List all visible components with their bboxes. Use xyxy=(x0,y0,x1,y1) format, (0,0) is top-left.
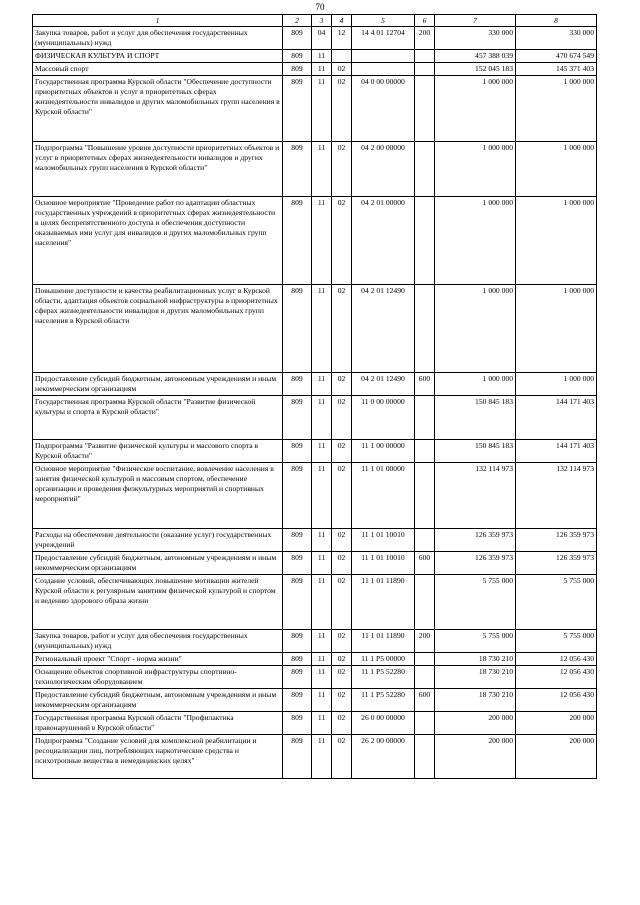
row-name: Основное мероприятие "Проведение работ по адаптации областных государственных учреждений в приоритетных сферах жизнедеятельности в целях беспрепятственного доступа и обеспечения доступности оказываемых ими услуг для инвалидов и других маломобильных групп населения" xyxy=(33,197,283,285)
amount-year-2: 5 755 000 xyxy=(516,575,597,630)
expense-type-code: 600 xyxy=(415,689,435,712)
expense-type-code xyxy=(415,735,435,779)
expense-type-code xyxy=(415,285,435,373)
table-row xyxy=(33,63,597,76)
amount-year-1: 1 000 000 xyxy=(435,197,516,285)
table-row xyxy=(33,653,597,666)
subsection-code xyxy=(332,50,352,63)
grbs-code: 809 xyxy=(283,27,312,50)
target-article-code: 04 2 01 00000 xyxy=(352,197,415,285)
expense-type-code xyxy=(415,197,435,285)
table-row xyxy=(33,396,597,440)
amount-year-1: 126 359 973 xyxy=(435,552,516,575)
amount-year-1: 18 730 210 xyxy=(435,689,516,712)
expense-type-code: 200 xyxy=(415,27,435,50)
amount-year-2: 12 056 430 xyxy=(516,666,597,689)
grbs-code: 809 xyxy=(283,735,312,779)
target-article-code: 04 2 00 00000 xyxy=(352,142,415,197)
target-article-code: 04 0 00 00000 xyxy=(352,76,415,142)
row-name: Предоставление субсидий бюджетным, автономным учреждениям и иным некоммерческим организациям xyxy=(33,689,283,712)
expense-type-code xyxy=(415,575,435,630)
amount-year-2: 470 674 549 xyxy=(516,50,597,63)
grbs-code: 809 xyxy=(283,529,312,552)
table-row xyxy=(33,630,597,653)
subsection-code: 12 xyxy=(332,27,352,50)
amount-year-1: 1 000 000 xyxy=(435,142,516,197)
expense-type-code xyxy=(415,76,435,142)
amount-year-1: 1 000 000 xyxy=(435,373,516,396)
expense-type-code xyxy=(415,63,435,76)
row-name: Расходы на обеспечение деятельности (оказание услуг) государственных учреждений xyxy=(33,529,283,552)
section-code: 11 xyxy=(312,76,332,142)
target-article-code: 11 1 01 00000 xyxy=(352,463,415,529)
amount-year-2: 132 114 973 xyxy=(516,463,597,529)
expense-type-code xyxy=(415,653,435,666)
expense-type-code xyxy=(415,396,435,440)
table-row xyxy=(33,76,597,142)
grbs-code: 809 xyxy=(283,63,312,76)
amount-year-1: 5 755 000 xyxy=(435,575,516,630)
amount-year-1: 457 388 039 xyxy=(435,50,516,63)
row-name: Предоставление субсидий бюджетным, автономным учреждениям и иным некоммерческим организациям xyxy=(33,373,283,396)
row-name: Подпрограмма "Повышение уровня доступности приоритетных объектов и услуг в приоритетных сферах жизнедеятельности инвалидов и других маломобильных групп населения в Курской области" xyxy=(33,142,283,197)
target-article-code: 04 2 01 12490 xyxy=(352,373,415,396)
grbs-code: 809 xyxy=(283,285,312,373)
section-code: 11 xyxy=(312,689,332,712)
expense-type-code xyxy=(415,142,435,197)
amount-year-2: 1 000 000 xyxy=(516,76,597,142)
amount-year-1: 330 000 xyxy=(435,27,516,50)
subsection-code: 02 xyxy=(332,197,352,285)
section-code: 11 xyxy=(312,373,332,396)
table-row xyxy=(33,712,597,735)
amount-year-2: 126 359 973 xyxy=(516,529,597,552)
grbs-code: 809 xyxy=(283,396,312,440)
grbs-code: 809 xyxy=(283,142,312,197)
table-row xyxy=(33,440,597,463)
amount-year-2: 330 000 xyxy=(516,27,597,50)
row-name: Массовый спорт xyxy=(33,63,283,76)
amount-year-1: 1 000 000 xyxy=(435,285,516,373)
amount-year-2: 126 359 973 xyxy=(516,552,597,575)
expense-type-code xyxy=(415,440,435,463)
amount-year-2: 200 000 xyxy=(516,735,597,779)
column-header: 7 xyxy=(435,15,516,27)
subsection-code: 02 xyxy=(332,689,352,712)
grbs-code: 809 xyxy=(283,76,312,142)
amount-year-2: 144 171 403 xyxy=(516,396,597,440)
amount-year-2: 144 171 403 xyxy=(516,440,597,463)
section-code: 11 xyxy=(312,735,332,779)
target-article-code: 04 2 01 12490 xyxy=(352,285,415,373)
amount-year-2: 12 056 430 xyxy=(516,653,597,666)
subsection-code: 02 xyxy=(332,63,352,76)
subsection-code: 02 xyxy=(332,440,352,463)
target-article-code: 11 0 00 00000 xyxy=(352,396,415,440)
grbs-code: 809 xyxy=(283,575,312,630)
column-header: 4 xyxy=(332,15,352,27)
section-code: 11 xyxy=(312,285,332,373)
section-code: 11 xyxy=(312,440,332,463)
section-code: 11 xyxy=(312,142,332,197)
grbs-code: 809 xyxy=(283,712,312,735)
subsection-code: 02 xyxy=(332,142,352,197)
target-article-code: 26 2 00 00000 xyxy=(352,735,415,779)
subsection-code: 02 xyxy=(332,712,352,735)
amount-year-2: 5 755 000 xyxy=(516,630,597,653)
target-article-code: 11 1 01 11890 xyxy=(352,630,415,653)
column-header: 5 xyxy=(352,15,415,27)
amount-year-1: 126 359 973 xyxy=(435,529,516,552)
expense-type-code xyxy=(415,666,435,689)
page-number: 70 xyxy=(315,2,325,12)
amount-year-2: 1 000 000 xyxy=(516,142,597,197)
grbs-code: 809 xyxy=(283,689,312,712)
table-row xyxy=(33,666,597,689)
target-article-code: 26 0 00 00000 xyxy=(352,712,415,735)
amount-year-1: 1 000 000 xyxy=(435,76,516,142)
subsection-code: 02 xyxy=(332,373,352,396)
subsection-code: 02 xyxy=(332,575,352,630)
table-row xyxy=(33,50,597,63)
amount-year-2: 200 000 xyxy=(516,712,597,735)
table-row xyxy=(33,529,597,552)
table-row xyxy=(33,142,597,197)
target-article-code: 11 1 P5 00000 xyxy=(352,653,415,666)
expense-type-code xyxy=(415,529,435,552)
target-article-code: 11 1 01 10010 xyxy=(352,552,415,575)
amount-year-1: 150 845 183 xyxy=(435,440,516,463)
subsection-code: 02 xyxy=(332,396,352,440)
section-code: 04 xyxy=(312,27,332,50)
subsection-code: 02 xyxy=(332,666,352,689)
budget-table xyxy=(32,14,597,779)
column-header: 3 xyxy=(312,15,332,27)
section-code: 11 xyxy=(312,63,332,76)
target-article-code: 11 1 01 11890 xyxy=(352,575,415,630)
expense-type-code: 600 xyxy=(415,373,435,396)
subsection-code: 02 xyxy=(332,529,352,552)
grbs-code: 809 xyxy=(283,463,312,529)
target-article-code: 14 4 01 12704 xyxy=(352,27,415,50)
expense-type-code xyxy=(415,50,435,63)
section-code: 11 xyxy=(312,712,332,735)
subsection-code: 02 xyxy=(332,552,352,575)
section-code: 11 xyxy=(312,552,332,575)
section-code: 11 xyxy=(312,575,332,630)
target-article-code xyxy=(352,50,415,63)
column-header: 2 xyxy=(283,15,312,27)
grbs-code: 809 xyxy=(283,552,312,575)
row-name: Повышение доступности и качества реабилитационных услуг в Курской области, адаптация объектов социальной инфраструктуры в приоритетных сферах жизнедеятельности инвалидов и других маломобильных групп населения в Курской области xyxy=(33,285,283,373)
table-row xyxy=(33,735,597,779)
row-name: Закупка товаров, работ и услуг для обеспечения государственных (муниципальных) нужд xyxy=(33,630,283,653)
row-name: Основное мероприятие "Физическое воспитание, вовлечение населения в занятия физической культурой и массовым спортом, обеспечение организации и проведения физкультурных мероприятий и спортивных мероприятий" xyxy=(33,463,283,529)
amount-year-1: 18 730 210 xyxy=(435,666,516,689)
table-row xyxy=(33,373,597,396)
amount-year-1: 150 845 183 xyxy=(435,396,516,440)
section-code: 11 xyxy=(312,463,332,529)
section-code: 11 xyxy=(312,50,332,63)
row-name: Подпрограмма "Создание условий для комплексной реабилитации и ресоциализации лиц, потребляющих наркотические средства и психотропные вещества в немедицинских целях" xyxy=(33,735,283,779)
section-code: 11 xyxy=(312,396,332,440)
subsection-code: 02 xyxy=(332,630,352,653)
row-name: Государственная программа Курской области "Развитие физической культуры и спорта в Курской области" xyxy=(33,396,283,440)
subsection-code: 02 xyxy=(332,735,352,779)
expense-type-code: 200 xyxy=(415,630,435,653)
expense-type-code xyxy=(415,463,435,529)
row-name: Создание условий, обеспечивающих повышение мотивации жителей Курской области к регулярным занятиям физической культурой и спортом и ведению здорового образа жизни xyxy=(33,575,283,630)
section-code: 11 xyxy=(312,630,332,653)
amount-year-2: 1 000 000 xyxy=(516,197,597,285)
subsection-code: 02 xyxy=(332,285,352,373)
subsection-code: 02 xyxy=(332,76,352,142)
subsection-code: 02 xyxy=(332,653,352,666)
amount-year-2: 1 000 000 xyxy=(516,285,597,373)
subsection-code: 02 xyxy=(332,463,352,529)
expense-type-code: 600 xyxy=(415,552,435,575)
section-code: 11 xyxy=(312,197,332,285)
table-row xyxy=(33,463,597,529)
row-name: Оснащение объектов спортивной инфраструктуры спортивно-технологическим оборудованием xyxy=(33,666,283,689)
table-row xyxy=(33,27,597,50)
section-code: 11 xyxy=(312,653,332,666)
row-name: Предоставление субсидий бюджетным, автономным учреждениям и иным некоммерческим организациям xyxy=(33,552,283,575)
table-row xyxy=(33,285,597,373)
row-name: Государственная программа Курской области "Профилактика правонарушений в Курской области" xyxy=(33,712,283,735)
section-code: 11 xyxy=(312,529,332,552)
row-name: Закупка товаров, работ и услуг для обеспечения государственных (муниципальных) нужд xyxy=(33,27,283,50)
amount-year-1: 132 114 973 xyxy=(435,463,516,529)
column-header: 1 xyxy=(33,15,283,27)
column-number-row xyxy=(33,15,597,27)
expense-type-code xyxy=(415,712,435,735)
amount-year-1: 200 000 xyxy=(435,712,516,735)
table-row xyxy=(33,689,597,712)
target-article-code: 11 1 P5 52280 xyxy=(352,689,415,712)
target-article-code: 11 1 P5 52280 xyxy=(352,666,415,689)
row-name: Государственная программа Курской области "Обеспечение доступности приоритетных объектов и услуг в приоритетных сферах жизнедеятельности инвалидов и других маломобильных групп населения в Курской области" xyxy=(33,76,283,142)
grbs-code: 809 xyxy=(283,197,312,285)
table-row xyxy=(33,552,597,575)
amount-year-1: 5 755 000 xyxy=(435,630,516,653)
grbs-code: 809 xyxy=(283,440,312,463)
column-header: 8 xyxy=(516,15,597,27)
grbs-code: 809 xyxy=(283,666,312,689)
amount-year-2: 1 000 000 xyxy=(516,373,597,396)
target-article-code: 11 1 00 00000 xyxy=(352,440,415,463)
row-name: Региональный проект "Спорт - норма жизни" xyxy=(33,653,283,666)
amount-year-1: 18 730 210 xyxy=(435,653,516,666)
column-header: 6 xyxy=(415,15,435,27)
grbs-code: 809 xyxy=(283,653,312,666)
section-code: 11 xyxy=(312,666,332,689)
amount-year-1: 200 000 xyxy=(435,735,516,779)
target-article-code: 11 1 01 10010 xyxy=(352,529,415,552)
row-name: ФИЗИЧЕСКАЯ КУЛЬТУРА И СПОРТ xyxy=(33,50,283,63)
table-row xyxy=(33,197,597,285)
amount-year-2: 145 371 403 xyxy=(516,63,597,76)
row-name: Подпрограмма "Развитие физической культуры и массового спорта в Курской области" xyxy=(33,440,283,463)
amount-year-1: 152 045 183 xyxy=(435,63,516,76)
grbs-code: 809 xyxy=(283,50,312,63)
grbs-code: 809 xyxy=(283,630,312,653)
grbs-code: 809 xyxy=(283,373,312,396)
target-article-code xyxy=(352,63,415,76)
amount-year-2: 12 056 430 xyxy=(516,689,597,712)
table-row xyxy=(33,575,597,630)
